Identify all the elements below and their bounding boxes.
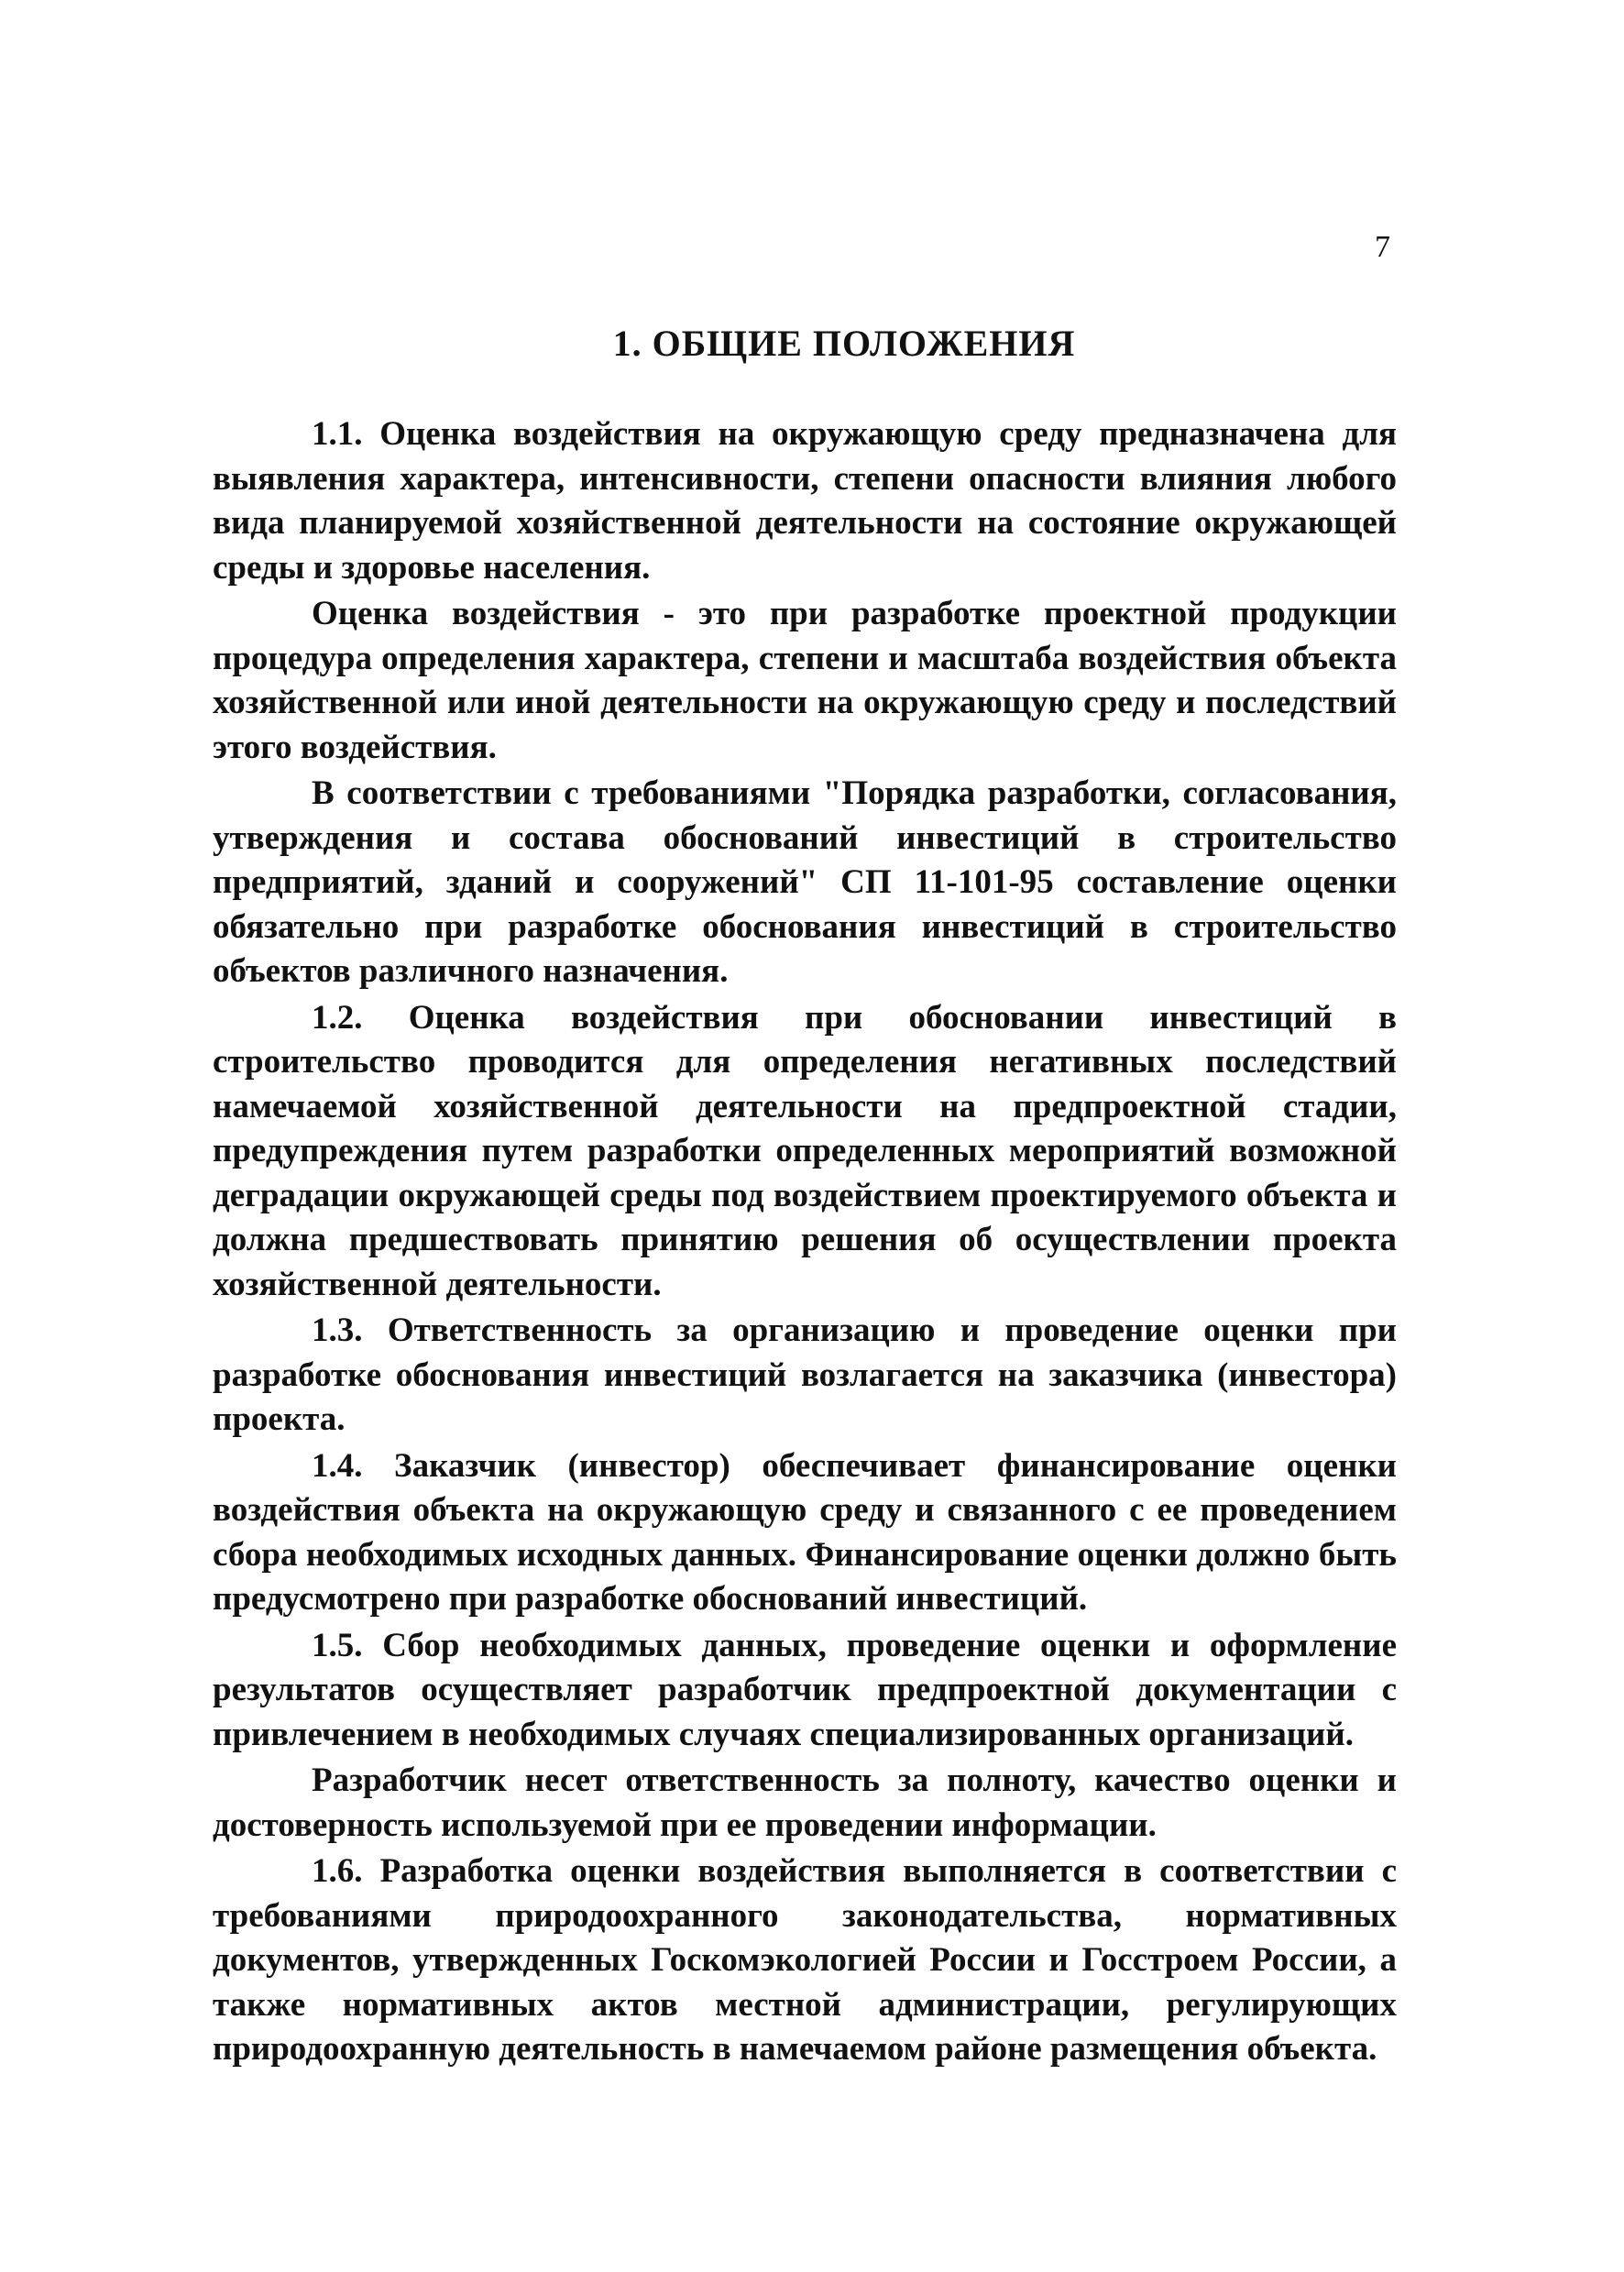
paragraph-1-2: 1.2. Оценка воздействия при обосновании инвестиций в строительство проводится для определения негативных последствий намечаемой хозяйственной деятельности на предпроектной стадии, предупреждения путем разработки определенных мероприятий возможной деградации окружающей среды под воздействием проектируемого объекта и должна предшествовать принятию решения об осуществлении проекта хозяйственной деятельности. — [213, 998, 1397, 1303]
paragraph-1-3: 1.3. Ответственность за организацию и проведение оценки при разработке обоснования инвестиций возлагается на заказчика (инвестора) проекта. — [213, 1312, 1397, 1438]
paragraph-1-5: 1.5. Сбор необходимых данных, проведение оценки и оформление результатов осуществляет разработчик предпроектной документации с привлечением в необходимых случаях специализированных организаций. — [213, 1626, 1397, 1753]
body-text — [213, 412, 1397, 2074]
paragraph-1-1: 1.1. Оценка воздействия на окружающую среду предназначена для выявления характера, интенсивности, степени опасности влияния любого вида планируемой хозяйственной деятельности на состояние окружающей среды и здоровье населения. — [213, 415, 1397, 587]
paragraph-impact-definition: Оценка воздействия - это при разработке проектной продукции процедура определения характера, степени и масштаба воздействия объекта хозяйственной или иной деятельности на окружающую среду и последствий этого воздействия. — [213, 595, 1397, 766]
paragraph-requirements: В соответствии с требованиями "Порядка разработки, согласования, утверждения и состава обоснований инвестиций в строительство предприятий, зданий и сооружений" СП 11-101-95 составление оценки обязательно при разработке обоснования инвестиций в строительство объектов различного назначения. — [213, 774, 1397, 990]
section-title: 1. ОБЩИЕ ПОЛОЖЕНИЯ — [612, 323, 1076, 364]
paragraph-1-4: 1.4. Заказчик (инвестор) обеспечивает финансирование оценки воздействия объекта на окружающую среду и связанного с ее проведением сбора необходимых исходных данных. Финансирование оценки должно быть предусмотрено при разработке обоснований инвестиций. — [213, 1446, 1397, 1618]
paragraph-1-6: 1.6. Разработка оценки воздействия выполняется в соответствии с требованиями природоохранного законодательства, нормативных документов, утвержденных Госкомэкологией России и Госстроем России, а также нормативных актов местной администрации, регулирующих природоохранную деятельность в намечаемом районе размещения объекта. — [213, 1852, 1397, 2068]
paragraph-developer-responsibility: Разработчик несет ответственность за полноту, качество оценки и достоверность используемой при ее проведении информации. — [213, 1762, 1397, 1844]
page-number: 7 — [1375, 230, 1390, 264]
